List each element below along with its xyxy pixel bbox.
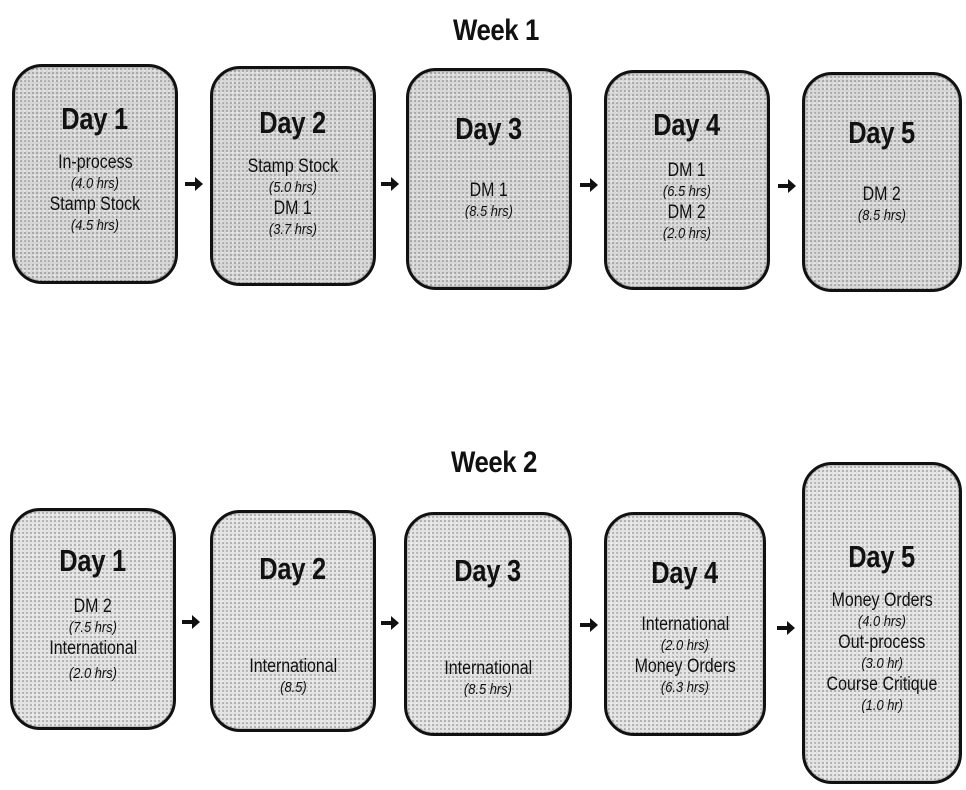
activity-hours: (2.0 hrs) [68,665,118,682]
activity-hours: (8.5) [279,679,307,696]
activity-hours: (6.5 hrs) [662,183,712,200]
activity-hours: (4.0 hrs) [70,175,120,192]
week-2-title: Week 2 [450,446,537,479]
week1-day3-box [406,68,572,290]
week1-day3-label: Day 3 [455,111,523,146]
week2-day4-label: Day 4 [651,555,719,590]
activity-hours: (2.0 hrs) [660,637,710,654]
week2-day1-label: Day 1 [59,543,127,578]
week1-day2-box [210,66,376,286]
activity-hours: (7.5 hrs) [68,619,118,636]
activity-name: International [49,638,137,659]
activity-hours: (4.0 hrs) [857,613,907,630]
activity-hours: (8.5 hrs) [464,203,514,220]
arrow-right-icon [778,179,796,193]
activity-name: Money Orders [634,656,736,677]
week2-day1-box [10,508,176,730]
activity-name: In-process [57,152,133,173]
week1-day4-box [604,70,770,290]
activity-name: DM 2 [73,596,113,617]
activity-hours: (8.5 hrs) [857,207,907,224]
arrow-right-icon [777,621,795,635]
week1-day5-box [802,72,962,292]
activity-name: DM 1 [667,160,707,181]
activity-name: Out-process [838,632,926,653]
week1-day1-label: Day 1 [61,101,129,136]
arrow-right-icon [185,177,203,191]
activity-name: Stamp Stock [247,156,339,177]
week1-day2-label: Day 2 [259,105,327,140]
week2-day2-box [210,510,376,732]
activity-hours: (4.5 hrs) [70,217,120,234]
activity-hours: (3.7 hrs) [268,221,318,238]
week2-day4-box [604,512,766,736]
week2-day3-label: Day 3 [454,553,522,588]
week-1-title: Week 1 [452,14,539,47]
week2-day3-box [404,512,572,736]
activity-name: International [249,656,337,677]
arrow-right-icon [381,177,399,191]
activity-hours: (3.0 hr) [861,655,903,672]
week2-day5-label: Day 5 [848,539,916,574]
activity-name: DM 1 [273,198,313,219]
activity-name: DM 2 [667,202,707,223]
activity-name: DM 1 [469,180,509,201]
activity-name: International [444,658,532,679]
activity-hours: (2.0 hrs) [662,225,712,242]
activity-hours: (6.3 hrs) [660,679,710,696]
arrow-right-icon [580,178,598,192]
week1-day1-box [12,64,178,284]
activity-name: Stamp Stock [49,194,141,215]
activity-name: International [641,614,729,635]
week2-day2-label: Day 2 [259,551,327,586]
arrow-right-icon [580,618,598,632]
arrow-right-icon [182,615,200,629]
activity-name: Money Orders [831,590,933,611]
activity-hours: (1.0 hr) [861,697,903,714]
week1-day5-label: Day 5 [848,115,916,150]
week2-day5-box [802,462,962,784]
arrow-right-icon [381,616,399,630]
activity-name: DM 2 [862,184,902,205]
activity-name: Course Critique [826,674,938,695]
week1-day4-label: Day 4 [653,107,721,142]
activity-hours: (8.5 hrs) [463,681,513,698]
activity-hours: (5.0 hrs) [268,179,318,196]
